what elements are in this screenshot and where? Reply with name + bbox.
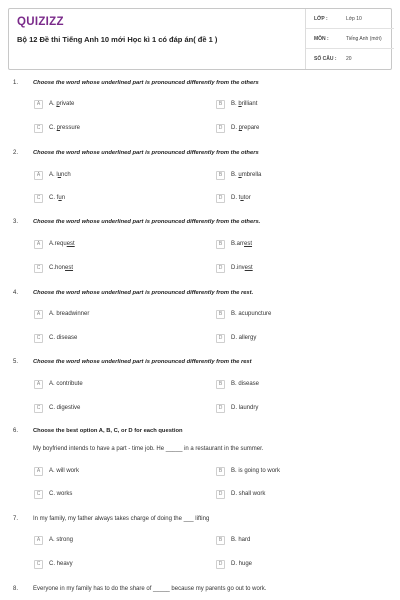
option-letter-box: C (34, 490, 43, 499)
answer-option-c[interactable] (34, 264, 204, 274)
answer-option-a[interactable] (34, 380, 204, 390)
option-text: A. contribute (49, 381, 83, 387)
option-letter-box: A (34, 536, 43, 545)
quizizz-logo: QUIZIZZ (17, 16, 64, 28)
answer-option-b[interactable] (216, 536, 386, 546)
option-text: A. strong (49, 537, 74, 543)
option-text: C. fun (49, 195, 66, 201)
option-text: A. lunch (49, 172, 71, 178)
option-letter-box: B (216, 171, 225, 180)
answer-option-d[interactable] (216, 194, 386, 204)
question-number: 5. (13, 359, 19, 365)
answer-option-c[interactable] (34, 124, 204, 134)
option-text: D. shall work (231, 491, 266, 497)
option-letter-box: B (216, 100, 225, 109)
answer-option-b[interactable] (216, 467, 386, 477)
option-text: C. pressure (49, 125, 81, 131)
option-text: B.arrest (231, 241, 253, 247)
option-text: C.honest (49, 265, 74, 271)
option-letter-box: D (216, 560, 225, 569)
option-text: A.request (49, 241, 75, 247)
answer-option-a[interactable] (34, 171, 204, 181)
question-number: 6. (13, 428, 19, 434)
question-instruction: Choose the best option A, B, C, or D for each question (33, 428, 183, 434)
question-number: 7. (13, 516, 19, 522)
option-text: D.invest (231, 265, 253, 271)
option-text: B. is going to work (231, 468, 281, 474)
option-text: B. brilliant (231, 101, 258, 107)
option-letter-box: D (216, 490, 225, 499)
option-text: B. umbrella (231, 172, 262, 178)
question-number: 1. (13, 80, 19, 86)
option-text: A. will work (49, 468, 80, 474)
worksheet-title: Bộ 12 Đề thi Tiếng Anh 10 mới Học kì 1 có đáp án( đề 1 ) (17, 35, 218, 44)
question-instruction: Choose the word whose underlined part is pronounced differently from the rest (33, 359, 252, 365)
question-instruction: Choose the word whose underlined part is pronounced differently from the others. (33, 219, 261, 225)
answer-option-c[interactable] (34, 334, 204, 344)
answer-option-b[interactable] (216, 100, 386, 110)
answer-option-a[interactable] (34, 100, 204, 110)
option-letter-box: B (216, 536, 225, 545)
answer-option-d[interactable] (216, 490, 386, 500)
meta-subject: MÔN : Tiếng Anh (mới) (306, 29, 394, 49)
option-text: C. heavy (49, 561, 73, 567)
option-text: A. breadwinner (49, 311, 90, 317)
meta-question-count: SỐ CÂU : 20 (314, 56, 352, 62)
option-letter-box: C (34, 124, 43, 133)
answer-option-b[interactable] (216, 310, 386, 320)
question-number: 4. (13, 290, 19, 296)
answer-option-b[interactable] (216, 240, 386, 250)
option-letter-box: C (34, 264, 43, 273)
option-letter-box: A (34, 171, 43, 180)
question-instruction: Choose the word whose underlined part is pronounced differently from the others (33, 150, 259, 156)
meta-class: LỚP : Lớp 10 (306, 9, 394, 29)
option-letter-box: B (216, 310, 225, 319)
option-letter-box: A (34, 310, 43, 319)
option-text: C. disease (49, 335, 78, 341)
option-letter-box: D (216, 264, 225, 273)
option-text: C. works (49, 491, 73, 497)
answer-option-d[interactable] (216, 124, 386, 134)
option-text: D. tutor (231, 195, 251, 201)
option-text: B. acupuncture (231, 311, 272, 317)
option-letter-box: A (34, 467, 43, 476)
option-text: D. prepare (231, 125, 260, 131)
answer-option-c[interactable] (34, 560, 204, 570)
answer-option-d[interactable] (216, 560, 386, 570)
question-number: 8. (13, 586, 19, 592)
worksheet-header (8, 8, 392, 70)
option-text: D. allergy (231, 335, 257, 341)
answer-option-b[interactable] (216, 380, 386, 390)
option-text: D. laundry (231, 405, 259, 411)
answer-option-a[interactable] (34, 240, 204, 250)
option-letter-box: A (34, 240, 43, 249)
answer-option-d[interactable] (216, 334, 386, 344)
answer-option-c[interactable] (34, 194, 204, 204)
question-instruction: Choose the word whose underlined part is pronounced differently from the rest. (33, 290, 254, 296)
answer-option-b[interactable] (216, 171, 386, 181)
option-letter-box: D (216, 334, 225, 343)
answer-option-c[interactable] (34, 404, 204, 414)
option-letter-box: C (34, 194, 43, 203)
option-text: B. disease (231, 381, 260, 387)
option-letter-box: B (216, 380, 225, 389)
option-letter-box: C (34, 334, 43, 343)
option-text: A. private (49, 101, 75, 107)
answer-option-c[interactable] (34, 490, 204, 500)
option-letter-box: D (216, 404, 225, 413)
option-text: D. huge (231, 561, 253, 567)
option-text: B. hard (231, 537, 251, 543)
question-number: 3. (13, 219, 19, 225)
option-letter-box: A (34, 380, 43, 389)
question-sentence: My boyfriend intends to have a part - time job. He _____ in a restaurant in the summer. (33, 446, 264, 452)
answer-option-d[interactable] (216, 264, 386, 274)
answer-option-a[interactable] (34, 467, 204, 477)
option-letter-box: D (216, 124, 225, 133)
question-instruction: Choose the word whose underlined part is pronounced differently from the others (33, 80, 259, 86)
question-sentence: In my family, my father always takes charge of doing the ___ lifting (33, 516, 210, 522)
option-letter-box: C (34, 560, 43, 569)
option-letter-box: A (34, 100, 43, 109)
worksheet-meta (305, 9, 393, 69)
answer-option-d[interactable] (216, 404, 386, 414)
option-letter-box: C (34, 404, 43, 413)
question-sentence: Everyone in my family has to do the share of _____ because my parents go out to work. (33, 586, 267, 592)
question-number: 2. (13, 150, 19, 156)
answer-option-a[interactable] (34, 536, 204, 546)
answer-option-a[interactable] (34, 310, 204, 320)
option-letter-box: B (216, 240, 225, 249)
option-letter-box: D (216, 194, 225, 203)
option-text: C. digestive (49, 405, 81, 411)
option-letter-box: B (216, 467, 225, 476)
